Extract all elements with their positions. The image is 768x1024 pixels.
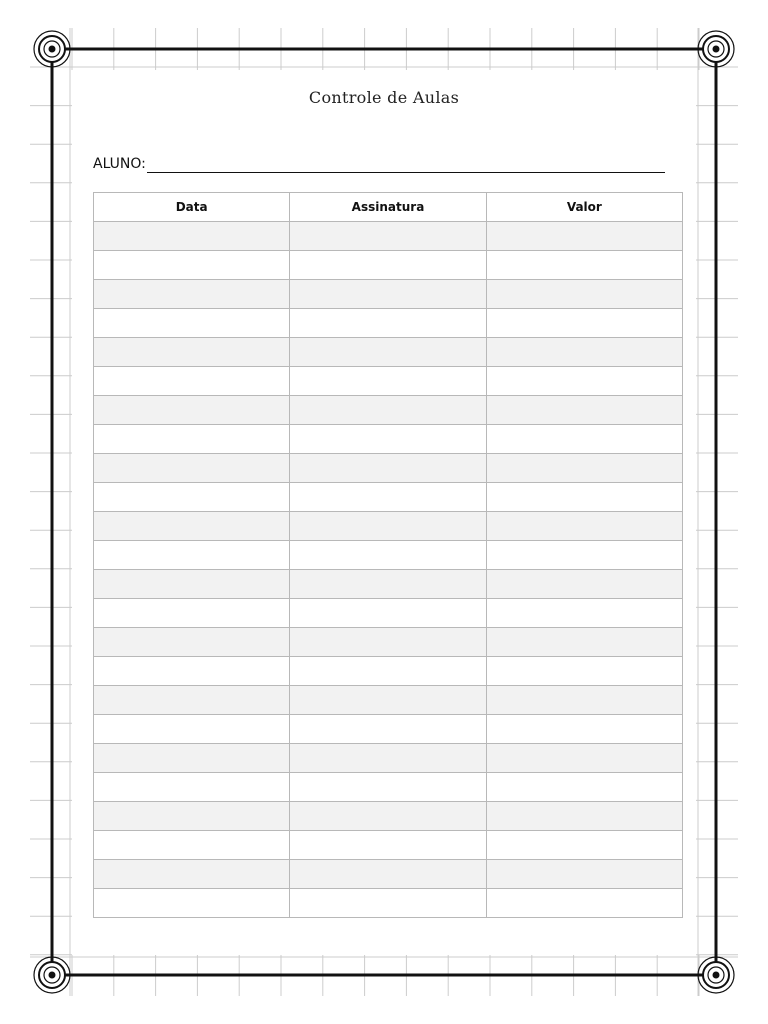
table-row — [94, 802, 683, 831]
date-cell[interactable] — [94, 338, 290, 367]
table-row — [94, 889, 683, 918]
date-cell[interactable] — [94, 541, 290, 570]
value-cell[interactable] — [486, 657, 682, 686]
date-cell[interactable] — [94, 715, 290, 744]
column-header-value: Valor — [486, 193, 682, 222]
date-cell[interactable] — [94, 483, 290, 512]
date-cell[interactable] — [94, 686, 290, 715]
signature-cell[interactable] — [290, 889, 486, 918]
signature-cell[interactable] — [290, 251, 486, 280]
value-cell[interactable] — [486, 889, 682, 918]
table-row — [94, 570, 683, 599]
table-row — [94, 599, 683, 628]
date-cell[interactable] — [94, 309, 290, 338]
date-cell[interactable] — [94, 251, 290, 280]
signature-cell[interactable] — [290, 512, 486, 541]
table-row — [94, 251, 683, 280]
value-cell[interactable] — [486, 628, 682, 657]
value-cell[interactable] — [486, 802, 682, 831]
corner-ring-icon — [698, 957, 734, 993]
signature-cell[interactable] — [290, 483, 486, 512]
value-cell[interactable] — [486, 860, 682, 889]
date-cell[interactable] — [94, 396, 290, 425]
signature-cell[interactable] — [290, 744, 486, 773]
table-row — [94, 831, 683, 860]
value-cell[interactable] — [486, 454, 682, 483]
signature-cell[interactable] — [290, 831, 486, 860]
signature-cell[interactable] — [290, 802, 486, 831]
table-row — [94, 512, 683, 541]
date-cell[interactable] — [94, 657, 290, 686]
table-row — [94, 367, 683, 396]
value-cell[interactable] — [486, 251, 682, 280]
signature-cell[interactable] — [290, 222, 486, 251]
date-cell[interactable] — [94, 367, 290, 396]
value-cell[interactable] — [486, 744, 682, 773]
value-cell[interactable] — [486, 338, 682, 367]
column-header-date: Data — [94, 193, 290, 222]
table-row — [94, 396, 683, 425]
table-row — [94, 773, 683, 802]
table-row — [94, 483, 683, 512]
signature-cell[interactable] — [290, 599, 486, 628]
date-cell[interactable] — [94, 222, 290, 251]
signature-cell[interactable] — [290, 396, 486, 425]
value-cell[interactable] — [486, 483, 682, 512]
value-cell[interactable] — [486, 396, 682, 425]
signature-cell[interactable] — [290, 367, 486, 396]
date-cell[interactable] — [94, 802, 290, 831]
date-cell[interactable] — [94, 454, 290, 483]
table-row — [94, 657, 683, 686]
value-cell[interactable] — [486, 686, 682, 715]
value-cell[interactable] — [486, 715, 682, 744]
lesson-log-table — [93, 192, 683, 918]
date-cell[interactable] — [94, 744, 290, 773]
date-cell[interactable] — [94, 280, 290, 309]
value-cell[interactable] — [486, 570, 682, 599]
student-label: ALUNO: — [93, 156, 146, 172]
date-cell[interactable] — [94, 628, 290, 657]
date-cell[interactable] — [94, 773, 290, 802]
signature-cell[interactable] — [290, 570, 486, 599]
date-cell[interactable] — [94, 570, 290, 599]
corner-ring-icon — [34, 31, 70, 67]
signature-cell[interactable] — [290, 425, 486, 454]
signature-cell[interactable] — [290, 338, 486, 367]
table-body — [94, 222, 683, 918]
corner-ring-icon — [34, 957, 70, 993]
value-cell[interactable] — [486, 599, 682, 628]
value-cell[interactable] — [486, 280, 682, 309]
signature-cell[interactable] — [290, 715, 486, 744]
table-row — [94, 338, 683, 367]
value-cell[interactable] — [486, 512, 682, 541]
value-cell[interactable] — [486, 309, 682, 338]
corner-ring-icon — [698, 31, 734, 67]
date-cell[interactable] — [94, 512, 290, 541]
signature-cell[interactable] — [290, 280, 486, 309]
value-cell[interactable] — [486, 425, 682, 454]
signature-cell[interactable] — [290, 657, 486, 686]
table-row — [94, 309, 683, 338]
student-name-field[interactable] — [93, 153, 665, 173]
signature-cell[interactable] — [290, 686, 486, 715]
date-cell[interactable] — [94, 425, 290, 454]
table-row — [94, 628, 683, 657]
table-row — [94, 744, 683, 773]
value-cell[interactable] — [486, 367, 682, 396]
signature-cell[interactable] — [290, 454, 486, 483]
table-header-row — [94, 193, 683, 222]
table-row — [94, 425, 683, 454]
value-cell[interactable] — [486, 541, 682, 570]
table-row — [94, 222, 683, 251]
signature-cell[interactable] — [290, 309, 486, 338]
value-cell[interactable] — [486, 773, 682, 802]
column-header-signature: Assinatura — [290, 193, 486, 222]
signature-cell[interactable] — [290, 628, 486, 657]
date-cell[interactable] — [94, 889, 290, 918]
date-cell[interactable] — [94, 860, 290, 889]
table-row — [94, 541, 683, 570]
signature-cell[interactable] — [290, 541, 486, 570]
student-name-blank-line[interactable] — [147, 156, 665, 173]
table-row — [94, 686, 683, 715]
table-row — [94, 715, 683, 744]
table-row — [94, 860, 683, 889]
table-row — [94, 280, 683, 309]
date-cell[interactable] — [94, 831, 290, 860]
table-row — [94, 454, 683, 483]
value-cell[interactable] — [486, 831, 682, 860]
signature-cell[interactable] — [290, 773, 486, 802]
signature-cell[interactable] — [290, 860, 486, 889]
date-cell[interactable] — [94, 599, 290, 628]
value-cell[interactable] — [486, 222, 682, 251]
page-title: Controle de Aulas — [308, 88, 460, 107]
